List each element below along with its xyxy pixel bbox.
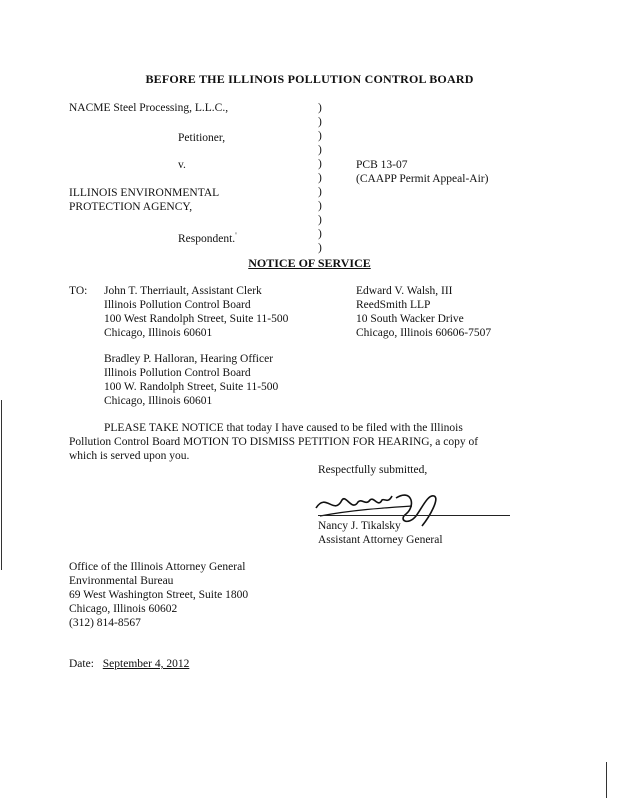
date-value: September 4, 2012 <box>102 658 190 670</box>
caption-parentheses <box>318 101 328 255</box>
petitioner-name: NACME Steel Processing, L.L.C., <box>69 102 229 114</box>
versus-label: v. <box>178 159 186 171</box>
paren: ) <box>318 102 322 114</box>
notice-body-line1: PLEASE TAKE NOTICE that today I have caused to be filed with the Illinois <box>104 422 463 434</box>
notice-title: NOTICE OF SERVICE <box>248 256 371 270</box>
recipient-clerk <box>104 284 288 340</box>
signature-line <box>318 515 510 516</box>
recipient-line: 100 West Randolph Street, Suite 11-500 <box>104 313 289 325</box>
scan-edge-mark <box>606 762 607 798</box>
signer-name: Nancy J. Tikalsky <box>318 520 401 532</box>
paren: ) <box>318 172 322 184</box>
date-line <box>69 657 189 671</box>
to-label: TO: <box>69 285 88 297</box>
case-number: PCB 13-07 <box>356 159 408 171</box>
office-line: 69 West Washington Street, Suite 1800 <box>69 589 249 601</box>
office-line: Chicago, Illinois 60602 <box>69 603 178 615</box>
office-address <box>69 560 248 630</box>
paren: ) <box>318 242 322 254</box>
petitioner-role: Petitioner, <box>178 132 226 144</box>
paren: ) <box>318 158 322 170</box>
respondent-name-line1: ILLINOIS ENVIRONMENTAL <box>69 187 220 199</box>
recipient-line: ReedSmith LLP <box>356 299 431 311</box>
office-line: Office of the Illinois Attorney General <box>69 561 246 573</box>
paren: ) <box>318 214 322 226</box>
paren: ) <box>318 116 322 128</box>
recipient-line: John T. Therriault, Assistant Clerk <box>104 285 262 297</box>
signer-title: Assistant Attorney General <box>318 534 443 546</box>
scan-edge-mark <box>1 400 2 570</box>
recipient-counsel <box>356 284 491 340</box>
recipient-hearing-officer <box>104 352 278 408</box>
office-line: (312) 814-8567 <box>69 617 141 629</box>
document-heading: BEFORE THE ILLINOIS POLLUTION CONTROL BOARD <box>145 72 474 86</box>
paren: ) <box>318 186 322 198</box>
recipient-line: Chicago, Illinois 60606-7507 <box>356 327 492 339</box>
recipient-line: 10 South Wacker Drive <box>356 313 464 325</box>
recipient-line: Chicago, Illinois 60601 <box>104 327 213 339</box>
case-type: (CAAPP Permit Appeal-Air) <box>356 173 489 185</box>
respondent-name-line2: PROTECTION AGENCY, <box>69 201 193 213</box>
recipient-line: Illinois Pollution Control Board <box>104 367 251 379</box>
signature-closing: Respectfully submitted, <box>318 464 428 476</box>
recipient-line: Chicago, Illinois 60601 <box>104 395 213 407</box>
recipient-line: Edward V. Walsh, III <box>356 285 453 297</box>
paren: ) <box>318 144 322 156</box>
notice-body-line3: which is served upon you. <box>69 450 190 462</box>
recipient-line: Illinois Pollution Control Board <box>104 299 251 311</box>
recipient-line: Bradley P. Halloran, Hearing Officer <box>104 353 274 365</box>
office-line: Environmental Bureau <box>69 575 174 587</box>
recipient-line: 100 W. Randolph Street, Suite 11-500 <box>104 381 279 393</box>
date-label: Date: <box>69 658 94 670</box>
notice-body-line2: Pollution Control Board MOTION TO DISMISS PETITION FOR HEARING, a copy of <box>69 436 479 448</box>
paren: ) <box>318 200 322 212</box>
respondent-role: Respondent.' <box>178 231 237 245</box>
paren: ) <box>318 228 322 240</box>
paren: ) <box>318 130 322 142</box>
